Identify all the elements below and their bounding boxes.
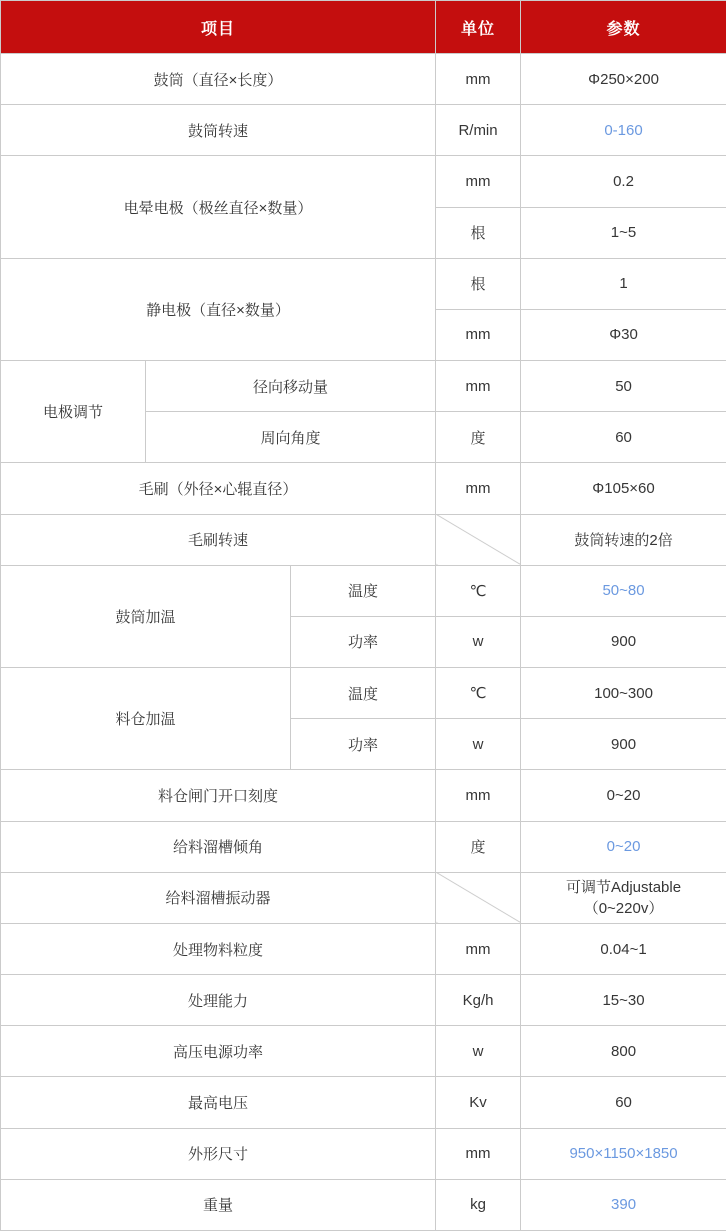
unit-cell: mm	[436, 1128, 521, 1179]
param-cell: 800	[521, 1026, 726, 1077]
param-cell	[521, 872, 726, 923]
item-cell: 鼓筒（直径×长度）	[1, 54, 436, 105]
sub-item-cell: 温度	[291, 565, 436, 616]
sub-item-cell: 功率	[291, 719, 436, 770]
unit-cell: mm	[436, 463, 521, 514]
unit-cell: kg	[436, 1179, 521, 1230]
unit-cell: w	[436, 616, 521, 667]
table-row-drum-speed	[1, 105, 726, 156]
item-cell: 外形尺寸	[1, 1128, 436, 1179]
unit-cell: w	[436, 1026, 521, 1077]
table-row-brush	[1, 463, 726, 514]
unit-cell: mm	[436, 309, 521, 360]
sub-item-cell: 功率	[291, 616, 436, 667]
table-row-hopper-heating-1	[1, 668, 726, 719]
unit-cell: mm	[436, 156, 521, 207]
unit-cell: Kg/h	[436, 975, 521, 1026]
unit-cell: w	[436, 719, 521, 770]
unit-cell: 度	[436, 412, 521, 463]
unit-cell: ℃	[436, 668, 521, 719]
table-row-electrode-adjust-1	[1, 361, 726, 412]
unit-cell: mm	[436, 361, 521, 412]
unit-cell: 度	[436, 821, 521, 872]
param-line-2: （0~220v）	[583, 899, 664, 917]
item-cell: 高压电源功率	[1, 1026, 436, 1077]
param-cell: 0~20	[521, 770, 726, 821]
item-cell: 处理物料粒度	[1, 923, 436, 974]
column-header-unit: 单位	[436, 1, 521, 54]
item-cell: 料仓闸门开口刻度	[1, 770, 436, 821]
sub-item-cell: 周向角度	[146, 412, 436, 463]
item-cell: 毛刷转速	[1, 514, 436, 565]
unit-cell: mm	[436, 54, 521, 105]
header-row	[1, 1, 726, 54]
table-row-capacity	[1, 975, 726, 1026]
param-cell: 50~80	[521, 565, 726, 616]
unit-cell: mm	[436, 923, 521, 974]
diagonal-na-cell	[436, 872, 521, 923]
item-cell: 处理能力	[1, 975, 436, 1026]
param-cell: Φ30	[521, 309, 726, 360]
param-cell: 60	[521, 1077, 726, 1128]
unit-cell: ℃	[436, 565, 521, 616]
param-cell: 60	[521, 412, 726, 463]
table-row-gate-opening	[1, 770, 726, 821]
param-cell: 950×1150×1850	[521, 1128, 726, 1179]
column-header-item: 项目	[1, 1, 436, 54]
item-group-cell: 鼓筒加温	[1, 565, 291, 667]
item-cell: 重量	[1, 1179, 436, 1230]
param-cell: 1~5	[521, 207, 726, 258]
table-row-corona-electrode-1	[1, 156, 726, 207]
param-cell: 900	[521, 616, 726, 667]
table-row-drum	[1, 54, 726, 105]
unit-cell: Kv	[436, 1077, 521, 1128]
param-cell: 0-160	[521, 105, 726, 156]
column-header-param: 参数	[521, 1, 726, 54]
item-cell: 最高电压	[1, 1077, 436, 1128]
table-row-hv-power	[1, 1026, 726, 1077]
item-cell: 给料溜槽振动器	[1, 872, 436, 923]
param-cell: 0.04~1	[521, 923, 726, 974]
param-cell: 900	[521, 719, 726, 770]
param-cell: 50	[521, 361, 726, 412]
unit-cell: R/min	[436, 105, 521, 156]
table-row-chute-vibrator	[1, 872, 726, 923]
item-cell: 鼓筒转速	[1, 105, 436, 156]
param-cell: 鼓筒转速的2倍	[521, 514, 726, 565]
table-row-brush-speed	[1, 514, 726, 565]
item-group-cell: 电极调节	[1, 361, 146, 463]
item-cell: 电晕电极（极丝直径×数量）	[1, 156, 436, 258]
param-cell: 100~300	[521, 668, 726, 719]
param-cell: 15~30	[521, 975, 726, 1026]
item-cell: 给料溜槽倾角	[1, 821, 436, 872]
param-line-1: 可调节Adjustable	[566, 878, 682, 896]
unit-cell: 根	[436, 207, 521, 258]
table-row-max-voltage	[1, 1077, 726, 1128]
param-cell: Φ105×60	[521, 463, 726, 514]
param-cell: Φ250×200	[521, 54, 726, 105]
unit-cell: mm	[436, 770, 521, 821]
param-cell: 390	[521, 1179, 726, 1230]
item-cell: 毛刷（外径×心辊直径）	[1, 463, 436, 514]
table-row-particle-size	[1, 923, 726, 974]
unit-cell: 根	[436, 258, 521, 309]
diagonal-na-cell	[436, 514, 521, 565]
param-cell: 0~20	[521, 821, 726, 872]
table-row-drum-heating-1	[1, 565, 726, 616]
item-group-cell: 料仓加温	[1, 668, 291, 770]
param-cell: 0.2	[521, 156, 726, 207]
table-row-static-electrode-1	[1, 258, 726, 309]
sub-item-cell: 温度	[291, 668, 436, 719]
item-cell: 静电极（直径×数量）	[1, 258, 436, 360]
sub-item-cell: 径向移动量	[146, 361, 436, 412]
table-row-chute-angle	[1, 821, 726, 872]
param-cell: 1	[521, 258, 726, 309]
table-row-dimensions	[1, 1128, 726, 1179]
table-row-weight	[1, 1179, 726, 1230]
